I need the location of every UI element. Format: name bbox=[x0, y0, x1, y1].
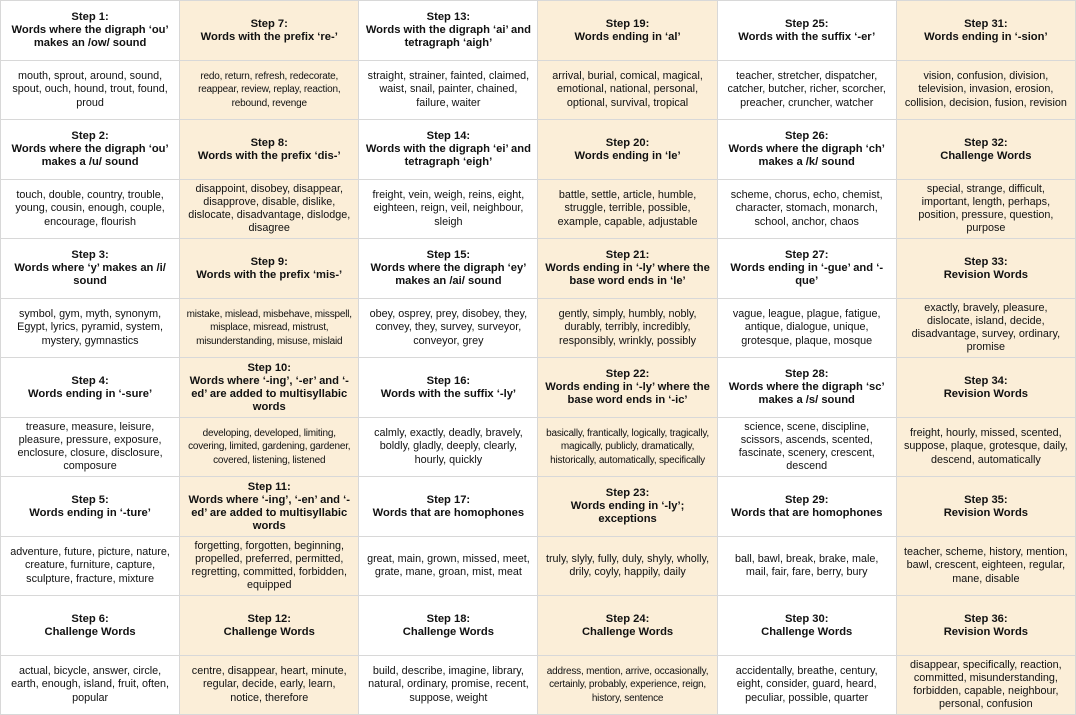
step-number: Step 32: bbox=[964, 136, 1008, 149]
step-header-cell bbox=[538, 1, 717, 61]
step-number: Step 31: bbox=[964, 17, 1008, 30]
step-header-cell bbox=[180, 120, 359, 180]
step-number: Step 19: bbox=[605, 17, 650, 30]
step-words-cell bbox=[180, 656, 359, 715]
step-header-cell bbox=[359, 358, 538, 418]
word-list: great, main, grown, missed, meet, grate, mane, groan, mist, meat bbox=[367, 552, 530, 578]
step-number: Step 7: bbox=[250, 17, 288, 30]
step-words-row bbox=[1, 299, 1076, 358]
step-header-cell bbox=[896, 120, 1075, 180]
word-list: truly, slyly, fully, duly, shyly, wholly, drily, coyly, happily, daily bbox=[545, 552, 710, 578]
step-words-row bbox=[1, 537, 1076, 596]
step-header-row bbox=[1, 358, 1076, 418]
step-title: Words where the digraph ‘ey’ makes an /ai/ sound bbox=[370, 262, 527, 287]
step-number: Step 10: bbox=[247, 361, 291, 374]
word-list: developing, developed, limiting, covering, limited, gardening, gardener, covered, listening, listened bbox=[188, 428, 351, 466]
step-number: Step 16: bbox=[426, 374, 471, 387]
step-header-cell bbox=[1, 477, 180, 537]
step-title: Words ending in ‘-ture’ bbox=[29, 506, 151, 519]
step-number: Step 20: bbox=[605, 136, 650, 149]
step-words-row bbox=[1, 180, 1076, 239]
step-number: Step 17: bbox=[426, 493, 471, 506]
step-number: Step 22: bbox=[605, 368, 650, 380]
step-title: Words with the prefix ‘mis-’ bbox=[196, 268, 343, 281]
step-number: Step 21: bbox=[605, 249, 650, 261]
word-list: accidentally, breathe, century, eight, consider, guard, heard, peculiar, possible, quarter bbox=[735, 665, 878, 704]
step-words-cell bbox=[717, 299, 896, 358]
step-words-cell bbox=[896, 537, 1075, 596]
step-number: Step 9: bbox=[250, 255, 288, 268]
step-header-cell bbox=[717, 358, 896, 418]
step-number: Step 18: bbox=[426, 612, 471, 625]
step-header-cell bbox=[717, 120, 896, 180]
step-header-cell bbox=[359, 239, 538, 299]
step-number: Step 26: bbox=[784, 130, 829, 142]
step-number: Step 12: bbox=[247, 612, 291, 625]
step-words-row bbox=[1, 656, 1076, 715]
step-header-row bbox=[1, 477, 1076, 537]
step-title: Revision Words bbox=[943, 506, 1029, 519]
step-title: Words ending in ‘-ly’ where the base word ends in ‘le’ bbox=[545, 262, 710, 287]
step-header-row bbox=[1, 239, 1076, 299]
word-list: teacher, stretcher, dispatcher, catcher, butcher, richer, scorcher, preacher, cruncher, watcher bbox=[727, 70, 886, 109]
step-words-cell bbox=[359, 537, 538, 596]
word-list: actual, bicycle, answer, circle, earth, enough, island, fruit, often, popular bbox=[11, 665, 169, 704]
step-words-cell bbox=[896, 61, 1075, 120]
step-words-cell bbox=[180, 537, 359, 596]
step-title: Words ending in ‘-gue’ and ‘-que’ bbox=[730, 262, 884, 287]
step-title: Words with the digraph ‘ei’ and tetragraph ‘eigh’ bbox=[365, 143, 531, 168]
word-list: freight, vein, weigh, reins, eight, eighteen, reign, veil, neighbour, sleigh bbox=[372, 189, 525, 228]
step-words-cell bbox=[717, 180, 896, 239]
step-header-cell bbox=[896, 477, 1075, 537]
step-number: Step 2: bbox=[71, 130, 109, 142]
step-header-cell bbox=[717, 1, 896, 61]
step-number: Step 23: bbox=[605, 487, 650, 499]
step-title: Challenge Words bbox=[44, 625, 136, 638]
step-header-cell bbox=[180, 358, 359, 418]
step-header-cell bbox=[180, 477, 359, 537]
step-words-cell bbox=[538, 299, 717, 358]
step-number: Step 6: bbox=[71, 612, 109, 625]
step-header-cell bbox=[1, 120, 180, 180]
word-list: arrival, burial, comical, magical, emotional, national, personal, optional, survival, tropical bbox=[552, 70, 703, 109]
grid-body bbox=[1, 1, 1076, 715]
word-list: calmly, exactly, deadly, bravely, boldly, gladly, deeply, clearly, hourly, quickly bbox=[374, 427, 523, 466]
step-words-cell bbox=[717, 61, 896, 120]
word-list: special, strange, difficult, important, length, perhaps, position, pressure, question, purpose bbox=[918, 182, 1054, 235]
word-list: adventure, future, picture, nature, creature, furniture, capture, sculpture, fracture, mixture bbox=[10, 546, 170, 585]
step-title: Words where the digraph ‘ou’ makes a /u/ sound bbox=[11, 143, 169, 168]
step-words-cell bbox=[180, 61, 359, 120]
word-list: mistake, mislead, misbehave, misspell, misplace, misread, mistrust, misunderstanding, misuse, mislaid bbox=[186, 309, 352, 347]
word-list: disappear, specifically, reaction, committed, misunderstanding, forbidden, capable, neighbour, personal, confusion bbox=[910, 658, 1062, 711]
step-header-cell bbox=[359, 596, 538, 656]
step-words-cell bbox=[359, 180, 538, 239]
word-list: battle, settle, article, humble, struggle, terrible, possible, example, capable, adjustable bbox=[557, 189, 698, 228]
step-title: Words ending in ‘-ly’ where the base word ends in ‘-ic’ bbox=[545, 381, 710, 406]
step-number: Step 1: bbox=[71, 11, 109, 23]
step-words-cell bbox=[1, 299, 180, 358]
word-list: address, mention, arrive, occasionally, certainly, probably, experience, reign, history, sentence bbox=[546, 666, 709, 704]
step-header-cell bbox=[717, 596, 896, 656]
step-words-cell bbox=[538, 180, 717, 239]
word-list: build, describe, imagine, library, natural, ordinary, promise, recent, suppose, weight bbox=[368, 665, 529, 704]
step-number: Step 14: bbox=[426, 130, 471, 142]
step-number: Step 24: bbox=[605, 612, 650, 625]
step-words-row bbox=[1, 61, 1076, 120]
step-title: Words where ‘-ing’, ‘-er’ and ‘-ed’ are added to multisyllabic words bbox=[189, 374, 349, 413]
step-number: Step 27: bbox=[784, 249, 829, 261]
step-words-cell bbox=[359, 61, 538, 120]
step-header-cell bbox=[896, 596, 1075, 656]
step-number: Step 4: bbox=[71, 374, 109, 387]
step-title: Challenge Words bbox=[402, 625, 494, 638]
step-words-cell bbox=[538, 418, 717, 477]
step-title: Words where ‘-ing’, ‘-en’ and ‘-ed’ are added to multisyllabic words bbox=[188, 493, 350, 532]
step-header-cell bbox=[180, 239, 359, 299]
step-title: Challenge Words bbox=[940, 149, 1032, 162]
step-header-cell bbox=[180, 1, 359, 61]
word-list: gently, simply, humbly, nobly, durably, terribly, incredibly, responsibly, wrinkly, possibly bbox=[558, 308, 697, 347]
step-header-cell bbox=[538, 596, 717, 656]
step-title: Words ending in ‘le’ bbox=[574, 149, 681, 162]
step-words-cell bbox=[717, 656, 896, 715]
step-header-cell bbox=[1, 239, 180, 299]
step-words-cell bbox=[1, 61, 180, 120]
step-title: Revision Words bbox=[943, 268, 1029, 281]
step-title: Words ending in ‘-sion’ bbox=[924, 30, 1048, 43]
word-list: scheme, chorus, echo, chemist, character, stomach, monarch, school, anchor, chaos bbox=[730, 189, 883, 228]
step-number: Step 28: bbox=[784, 368, 829, 380]
step-number: Step 13: bbox=[426, 11, 471, 23]
step-words-cell bbox=[896, 418, 1075, 477]
step-title: Words where the digraph ‘sc’ makes a /s/ sound bbox=[728, 381, 885, 406]
step-number: Step 5: bbox=[71, 493, 109, 506]
word-list: straight, strainer, fainted, claimed, waist, snail, painter, chained, failure, waiter bbox=[367, 70, 530, 109]
step-header-cell bbox=[180, 596, 359, 656]
step-number: Step 33: bbox=[964, 255, 1008, 268]
word-list: science, scene, discipline, scissors, ascends, scented, fascinate, scenery, crescent, descend bbox=[738, 420, 875, 473]
step-title: Words where the digraph ‘ch’ makes a /k/ sound bbox=[728, 143, 885, 168]
step-words-cell bbox=[1, 537, 180, 596]
step-header-row bbox=[1, 120, 1076, 180]
word-list: forgetting, forgotten, beginning, propelled, preferred, permitted, regretting, committed, forbidden, equipped bbox=[191, 539, 347, 592]
step-title: Words ending in ‘al’ bbox=[574, 30, 681, 43]
step-header-cell bbox=[359, 477, 538, 537]
step-header-row bbox=[1, 596, 1076, 656]
step-words-cell bbox=[359, 418, 538, 477]
step-header-cell bbox=[717, 239, 896, 299]
step-title: Challenge Words bbox=[223, 625, 315, 638]
word-list: touch, double, country, trouble, young, cousin, enough, couple, encourage, flourish bbox=[15, 189, 165, 228]
word-list: vision, confusion, division, television, invasion, erosion, collision, decision, fusion, revision bbox=[904, 70, 1067, 109]
step-words-cell bbox=[180, 418, 359, 477]
step-title: Words ending in ‘-sure’ bbox=[28, 387, 153, 400]
word-list: treasure, measure, leisure, pleasure, pressure, exposure, enclosure, closure, disclosure, composure bbox=[17, 420, 163, 473]
step-number: Step 30: bbox=[784, 612, 829, 625]
step-header-cell bbox=[538, 120, 717, 180]
step-title: Words that are homophones bbox=[372, 506, 525, 519]
word-list: exactly, bravely, pleasure, dislocate, island, decide, disadvantage, survey, ordinary, promise bbox=[911, 301, 1061, 354]
word-list: mouth, sprout, around, sound, spout, ouch, hound, trout, found, proud bbox=[12, 70, 168, 109]
step-title: Challenge Words bbox=[581, 625, 674, 638]
step-words-row bbox=[1, 418, 1076, 477]
step-header-cell bbox=[538, 477, 717, 537]
step-words-cell bbox=[896, 656, 1075, 715]
step-words-cell bbox=[538, 537, 717, 596]
step-title: Words ending in ‘-ly’; exceptions bbox=[570, 500, 685, 525]
step-words-cell bbox=[180, 180, 359, 239]
step-header-cell bbox=[896, 1, 1075, 61]
step-number: Step 25: bbox=[784, 17, 829, 30]
word-list: disappoint, disobey, disappear, disapprove, disable, dislike, dislocate, disadvantage, dislodge, disagree bbox=[188, 182, 351, 235]
step-header-cell bbox=[717, 477, 896, 537]
step-title: Words with the suffix ‘-er’ bbox=[738, 30, 876, 43]
step-title: Words that are homophones bbox=[730, 506, 883, 519]
word-list: centre, disappear, heart, minute, regular, decide, early, learn, notice, therefore bbox=[191, 665, 347, 704]
word-list: freight, hourly, missed, scented, suppose, plaque, grotesque, daily, descend, automatically bbox=[904, 427, 1068, 466]
step-header-cell bbox=[896, 239, 1075, 299]
step-number: Step 15: bbox=[426, 249, 471, 261]
step-words-cell bbox=[1, 180, 180, 239]
step-number: Step 11: bbox=[247, 480, 291, 493]
step-number: Step 8: bbox=[250, 136, 288, 149]
word-list: obey, osprey, prey, disobey, they, convey, they, survey, surveyor, conveyor, grey bbox=[369, 308, 528, 347]
step-title: Words with the prefix ‘dis-’ bbox=[197, 149, 341, 162]
word-list: teacher, scheme, history, mention, bawl, crescent, eighteen, regular, mane, disable bbox=[904, 546, 1068, 585]
step-words-cell bbox=[1, 656, 180, 715]
step-title: Words with the suffix ‘-ly’ bbox=[380, 387, 517, 400]
step-title: Words with the digraph ‘ai’ and tetragraph ‘aigh’ bbox=[365, 24, 531, 49]
step-header-cell bbox=[359, 1, 538, 61]
word-list: vague, league, plague, fatigue, antique, dialogue, unique, grotesque, plaque, mosque bbox=[732, 308, 881, 347]
step-header-cell bbox=[1, 358, 180, 418]
step-words-cell bbox=[359, 299, 538, 358]
word-list: symbol, gym, myth, synonym, Egypt, lyrics, pyramid, system, mystery, gymnastics bbox=[17, 308, 163, 347]
step-words-cell bbox=[717, 537, 896, 596]
step-header-cell bbox=[1, 596, 180, 656]
step-number: Step 34: bbox=[964, 374, 1008, 387]
step-header-cell bbox=[538, 239, 717, 299]
step-words-cell bbox=[538, 656, 717, 715]
word-list: basically, frantically, logically, tragically, magically, publicly, dramatically, historically, automatically, specifically bbox=[546, 428, 709, 466]
step-header-cell bbox=[359, 120, 538, 180]
step-title: Revision Words bbox=[943, 387, 1029, 400]
step-number: Step 35: bbox=[964, 493, 1008, 506]
step-header-row bbox=[1, 1, 1076, 61]
step-number: Step 29: bbox=[784, 493, 829, 506]
step-words-cell bbox=[896, 299, 1075, 358]
step-header-cell bbox=[1, 1, 180, 61]
word-list: ball, bawl, break, brake, male, mail, fair, fare, berry, bury bbox=[734, 552, 879, 578]
step-words-cell bbox=[180, 299, 359, 358]
step-number: Step 3: bbox=[71, 249, 109, 261]
step-words-cell bbox=[896, 180, 1075, 239]
step-title: Challenge Words bbox=[761, 625, 853, 638]
word-list: redo, return, refresh, redecorate, reappear, review, replay, reaction, rebound, revenge bbox=[198, 71, 341, 109]
step-title: Words where the digraph ‘ou’ makes an /ow/ sound bbox=[11, 24, 169, 49]
step-header-cell bbox=[538, 358, 717, 418]
step-words-cell bbox=[717, 418, 896, 477]
step-title: Words with the prefix ‘re-’ bbox=[200, 30, 338, 43]
step-words-cell bbox=[359, 656, 538, 715]
step-words-cell bbox=[1, 418, 180, 477]
step-title: Revision Words bbox=[943, 625, 1029, 638]
step-words-cell bbox=[538, 61, 717, 120]
step-title: Words where ‘y’ makes an /i/ sound bbox=[14, 262, 166, 287]
step-header-cell bbox=[896, 358, 1075, 418]
step-number: Step 36: bbox=[964, 612, 1008, 625]
